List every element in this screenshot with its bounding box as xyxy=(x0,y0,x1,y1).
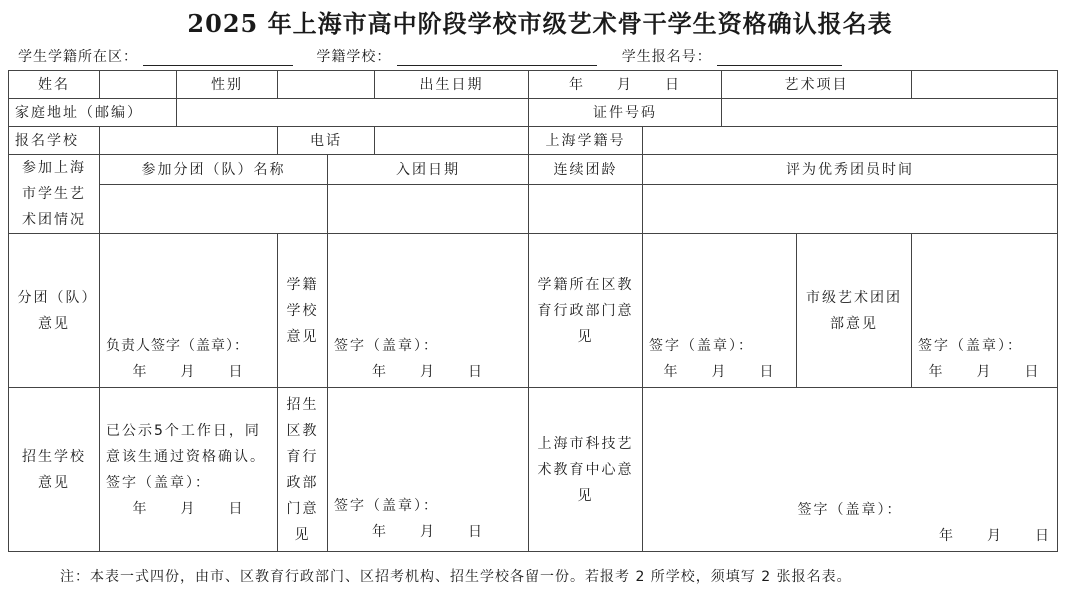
row-address xyxy=(9,99,1058,127)
troupe-excellent-header: 评为优秀团员时间 xyxy=(643,155,1058,185)
row-troupe-header xyxy=(9,155,1058,185)
school-label: 学籍学校： xyxy=(316,49,392,65)
troupe-years-header: 连续团龄 xyxy=(529,155,643,185)
district-opinion-cell[interactable] xyxy=(643,234,797,388)
branch-date: 年 月 日 xyxy=(132,364,245,380)
name-field[interactable] xyxy=(100,71,177,99)
center-sign-label: 签字（盖章）： xyxy=(797,502,903,518)
art-field[interactable] xyxy=(912,71,1058,99)
phone-field[interactable] xyxy=(375,127,529,155)
sh-id-label: 上海学籍号 xyxy=(529,127,643,155)
apply-school-field[interactable] xyxy=(100,127,278,155)
id-no-field[interactable] xyxy=(722,99,1058,127)
gender-field[interactable] xyxy=(278,71,375,99)
enroll-school-sign-label: 签字（盖章）： xyxy=(106,474,211,491)
center-opinion-label: 上海市科技艺术教育中心意见 xyxy=(529,388,643,552)
enroll-school-date: 年 月 日 xyxy=(132,500,245,517)
row-troupe-data xyxy=(9,185,1058,234)
district-opinion-label: 学籍所在区教育行政部门意见 xyxy=(529,234,643,388)
troupe-excellent-field[interactable] xyxy=(643,185,1058,234)
enroll-district-date: 年 月 日 xyxy=(372,524,484,540)
school-date: 年 月 日 xyxy=(372,364,484,380)
city-art-opinion-label: 市级艺术团团部意见 xyxy=(797,234,912,388)
troupe-years-field[interactable] xyxy=(529,185,643,234)
sh-id-field[interactable] xyxy=(643,127,1058,155)
form-title: 2025 年上海市高中阶段学校市级艺术骨干学生资格确认报名表 xyxy=(187,9,893,38)
school-opinion-label: 学籍学校意见 xyxy=(278,234,328,388)
district-field[interactable] xyxy=(143,49,293,66)
address-field[interactable] xyxy=(177,99,529,127)
branch-opinion-label: 分团（队）意见 xyxy=(9,234,100,388)
troupe-join-field[interactable] xyxy=(328,185,529,234)
student-info-line xyxy=(18,46,1068,68)
troupe-name-field[interactable] xyxy=(100,185,328,234)
troupe-join-header: 入团日期 xyxy=(328,155,529,185)
registration-table xyxy=(8,70,1058,552)
footnote: 注：本表一式四份，由市、区教育行政部门、区招考机构、招生学校各留一份。若报考 2 所学校，须填写 2 张报名表。 xyxy=(60,569,852,585)
row-opinions xyxy=(9,234,1058,388)
center-opinion-cell[interactable] xyxy=(643,388,1058,552)
branch-sign-label: 负责人签字（盖章）： xyxy=(106,338,249,354)
address-label: 家庭地址（邮编） xyxy=(9,99,177,127)
school-field[interactable] xyxy=(397,49,597,66)
center-date: 年 月 日 xyxy=(939,528,1051,544)
birth-label: 出生日期 xyxy=(375,71,529,99)
birth-date-field[interactable]: 年 月 日 xyxy=(529,71,722,99)
district-sign-label: 签字（盖章）： xyxy=(649,338,754,354)
reg-no-label: 学生报名号： xyxy=(621,49,712,65)
troupe-name-header: 参加分团（队）名称 xyxy=(100,155,328,185)
troupe-label: 参加上海市学生艺术团情况 xyxy=(9,155,100,234)
enroll-district-sign-label: 签字（盖章）： xyxy=(334,498,439,514)
art-label: 艺术项目 xyxy=(722,71,912,99)
row-basic xyxy=(9,71,1058,99)
row-enrollment xyxy=(9,388,1058,552)
city-art-sign-label: 签字（盖章）： xyxy=(918,338,1023,354)
phone-label: 电话 xyxy=(278,127,375,155)
branch-opinion-cell[interactable] xyxy=(100,234,278,388)
enroll-school-label: 招生学校意见 xyxy=(9,388,100,552)
city-art-opinion-cell[interactable] xyxy=(912,234,1058,388)
district-date: 年 月 日 xyxy=(663,364,776,380)
enroll-district-label: 招生区教育行政部门意见 xyxy=(278,388,328,552)
enroll-district-cell[interactable] xyxy=(328,388,529,552)
name-label: 姓名 xyxy=(9,71,100,99)
enroll-school-cell[interactable] xyxy=(100,388,278,552)
reg-no-field[interactable] xyxy=(717,49,842,66)
school-sign-label: 签字（盖章）： xyxy=(334,338,439,354)
gender-label: 性别 xyxy=(177,71,278,99)
district-label: 学生学籍所在区： xyxy=(18,49,138,65)
id-no-label: 证件号码 xyxy=(529,99,722,127)
enroll-school-text: 已公示5个工作日，同意该生通过资格确认。 xyxy=(106,422,266,465)
apply-school-label: 报名学校 xyxy=(9,127,100,155)
city-art-date: 年 月 日 xyxy=(928,364,1041,380)
row-school xyxy=(9,127,1058,155)
school-opinion-cell[interactable] xyxy=(328,234,529,388)
